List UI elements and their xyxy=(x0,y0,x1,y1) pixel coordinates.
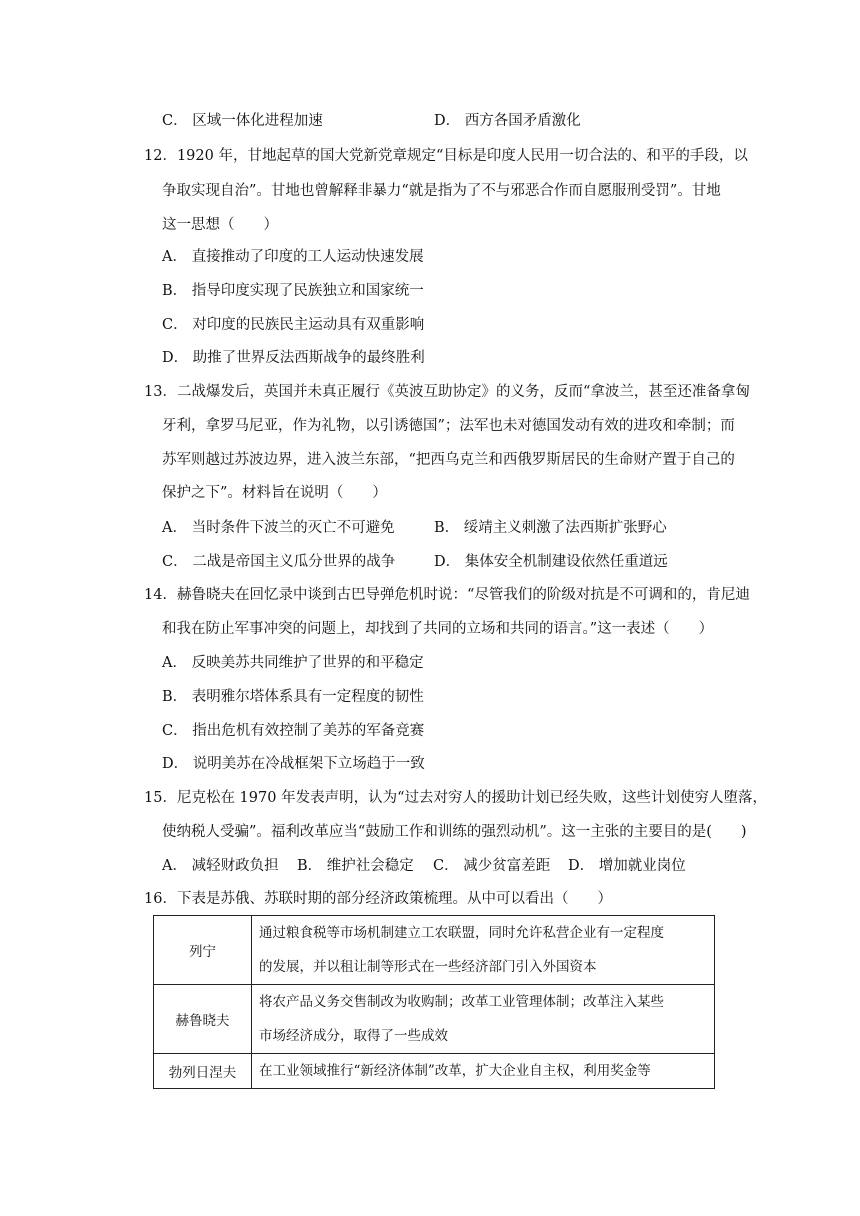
q12-option-a: A． 直接推动了印度的工人运动快速发展 xyxy=(162,249,424,265)
table-row xyxy=(154,985,715,1054)
row-leader-name: 列宁 xyxy=(154,916,252,985)
q11-option-c: C． 区域一体化进程加速 xyxy=(162,113,323,129)
q15-option-b: B． 维护社会稳定 xyxy=(297,858,414,874)
q13-option-d: D． 集体安全机制建设依然任重道远 xyxy=(434,554,668,570)
q13-stem-line-2: 牙利，拿罗马尼亚，作为礼物，以引诱德国”；法军也未对德国发动有效的进攻和牵制；而 xyxy=(162,418,735,434)
q12-option-d: D． 助推了世界反法西斯战争的最终胜利 xyxy=(162,350,425,366)
q14-option-d: D． 说明美苏在冷战框架下立场趋于一致 xyxy=(162,756,425,772)
row-policy-cell xyxy=(252,985,715,1054)
q13-stem-line-3: 苏军则越过苏波边界，进入波兰东部，“把西乌克兰和西俄罗斯居民的生命财产置于自己的 xyxy=(162,452,735,468)
q11-option-d: D． 西方各国矛盾激化 xyxy=(434,113,581,129)
policy-text-line: 在工业领域推行“新经济体制”改革，扩大企业自主权，利用奖金等 xyxy=(259,1063,651,1079)
row-policy-cell xyxy=(252,916,715,985)
q13-option-a: A． 当时条件下波兰的灭亡不可避免 xyxy=(162,520,395,536)
q14-stem-line-2: 和我在防止军事冲突的问题上，却找到了共同的立场和共同的语言。”这一表述（ ） xyxy=(162,621,714,637)
q15-option-d: D． 增加就业岗位 xyxy=(568,858,686,874)
q13-option-c: C． 二战是帝国主义瓜分世界的战争 xyxy=(162,554,396,570)
q14-option-b: B． 表明雅尔塔体系具有一定程度的韧性 xyxy=(162,689,424,705)
q14-stem-line-1: 14．赫鲁晓夫在回忆录中谈到古巴导弹危机时说：“尽管我们的阶级对抗是不可调和的，肯尼迪 xyxy=(144,587,750,603)
q15-option-c: C． 减少贫富差距 xyxy=(433,858,551,874)
policy-text-line: 将农产品义务交售制改为收购制；改革工业管理体制；改革注入某些 xyxy=(259,994,664,1010)
policy-text-line: 市场经济成分，取得了一些成效 xyxy=(259,1028,448,1044)
table-row xyxy=(154,916,715,985)
q15-stem-line-2: 使纳税人受骗”。福利改革应当“鼓励工作和训练的强烈动机”。这一主张的主要目的是( ) xyxy=(162,824,747,840)
row-policy-cell xyxy=(252,1054,715,1089)
policy-text-line: 的发展，并以租让制等形式在一些经济部门引入外国资本 xyxy=(259,959,597,975)
row-leader-name: 赫鲁晓夫 xyxy=(154,985,252,1054)
q12-stem-line-3: 这一思想（ ） xyxy=(162,217,278,233)
q12-stem-line-1: 12．1920 年，甘地起草的国大党新党章规定“目标是印度人民用一切合法的、和平的手段，以 xyxy=(144,148,748,164)
q13-option-b: B． 绥靖主义刺激了法西斯扩张野心 xyxy=(434,520,667,536)
q13-stem-line-4: 保护之下”。材料旨在说明（ ） xyxy=(162,485,387,501)
row-leader-name: 勃列日涅夫 xyxy=(154,1054,252,1089)
q16-stem: 16．下表是苏俄、苏联时期的部分经济政策梳理。从中可以看出（ ） xyxy=(144,891,612,907)
q14-option-a: A． 反映美苏共同维护了世界的和平稳定 xyxy=(162,655,424,671)
q12-stem-line-2: 争取实现自治”。甘地也曾解释非暴力“就是指为了不与邪恶合作而自愿服刑受罚”。甘地 xyxy=(162,183,721,199)
table-row xyxy=(154,1054,715,1089)
q15-option-a: A． 减轻财政负担 xyxy=(162,858,279,874)
q15-stem-line-1: 15．尼克松在 1970 年发表声明，认为“过去对穷人的援助计划已经失败，这些计划使穷人堕落， xyxy=(144,790,767,806)
economic-policy-table xyxy=(153,915,715,1089)
q12-option-c: C． 对印度的民族民主运动具有双重影响 xyxy=(162,317,425,333)
q12-option-b: B． 指导印度实现了民族独立和国家统一 xyxy=(162,283,424,299)
q14-option-c: C． 指出危机有效控制了美苏的军备竞赛 xyxy=(162,723,425,739)
policy-text-line: 通过粮食税等市场机制建立工农联盟，同时允许私营企业有一定程度 xyxy=(259,925,664,941)
q13-stem-line-1: 13．二战爆发后，英国并未真正履行《英波互助协定》的义务，反而“拿波兰，甚至还准备拿匈 xyxy=(144,384,750,400)
